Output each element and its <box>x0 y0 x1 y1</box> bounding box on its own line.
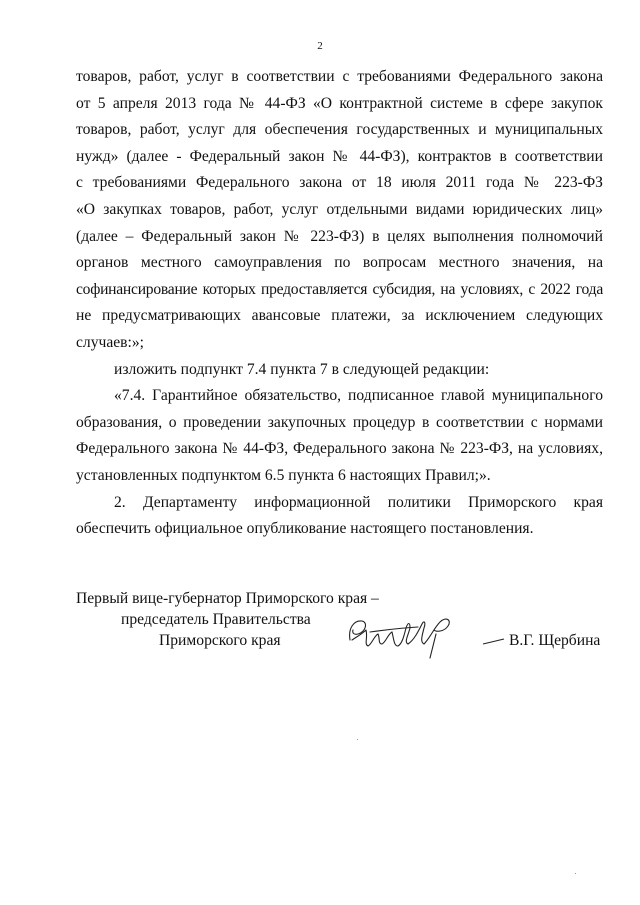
text-line: (далее – Федеральный закон № 223-ФЗ) в целях выполнения полномочий <box>76 227 603 245</box>
text-line: с требованиями Федерального закона от 18 июля 2011 года № 223-ФЗ <box>76 174 603 192</box>
page-number: 2 <box>317 40 323 52</box>
signer-name: В.Г. Щербина <box>509 632 601 649</box>
text-line: установленных подпунктом 6.5 пункта 6 настоящих Правил;». <box>76 466 491 484</box>
signature-dash <box>482 637 506 645</box>
scan-speck <box>575 873 576 874</box>
text-line: образования, о проведении закупочных процедур в соответствии с нормами <box>76 413 603 431</box>
text-line: нужд» (далее - Федеральный закон № 44-ФЗ), контрактов в соответствии <box>76 147 603 165</box>
text-line: «О закупках товаров, работ, услуг отдельными видами юридических лиц» <box>76 200 603 218</box>
text-line: 2. Департаменту информационной политики Приморского края <box>114 493 603 511</box>
document-body <box>76 64 603 543</box>
text-line: товаров, работ, услуг в соответствии с требованиями Федерального закона <box>76 68 603 85</box>
text-line: Федерального закона № 44-ФЗ, Федерального закона № 223-ФЗ, на условиях, <box>76 440 603 458</box>
text-line: не предусматривающих авансовые платежи, за исключением следующих <box>76 307 603 325</box>
handwritten-signature <box>344 610 464 660</box>
text-line: обеспечить официальное опубликование настоящего постановления. <box>76 520 534 538</box>
text-line: софинансирование которых предоставляется субсидия, на условиях, с 2022 года <box>76 280 603 298</box>
text-line: товаров, работ, услуг для обеспечения государственных и муниципальных <box>76 121 603 139</box>
paragraph-2: изложить подпункт 7.4 пункта 7 в следующей редакции: <box>114 360 490 378</box>
text-line: органов местного самоуправления по вопросам местного значения, на <box>76 254 603 272</box>
signer-title-line-1: Первый вице-губернатор Приморского края – <box>76 590 379 607</box>
text-line: от 5 апреля 2013 года № 44-ФЗ «О контрактной системе в сфере закупок <box>76 94 603 112</box>
paragraph-3 <box>76 383 603 489</box>
text-line: «7.4. Гарантийное обязательство, подписанное главой муниципального <box>114 387 603 405</box>
paragraph-4 <box>76 490 603 543</box>
paragraph-1 <box>76 64 603 357</box>
signer-title-line-2: председатель Правительства <box>121 611 311 628</box>
scan-speck <box>357 739 358 740</box>
text-line: случаев:»; <box>76 333 145 351</box>
signer-title-line-3: Приморского края <box>159 632 281 649</box>
